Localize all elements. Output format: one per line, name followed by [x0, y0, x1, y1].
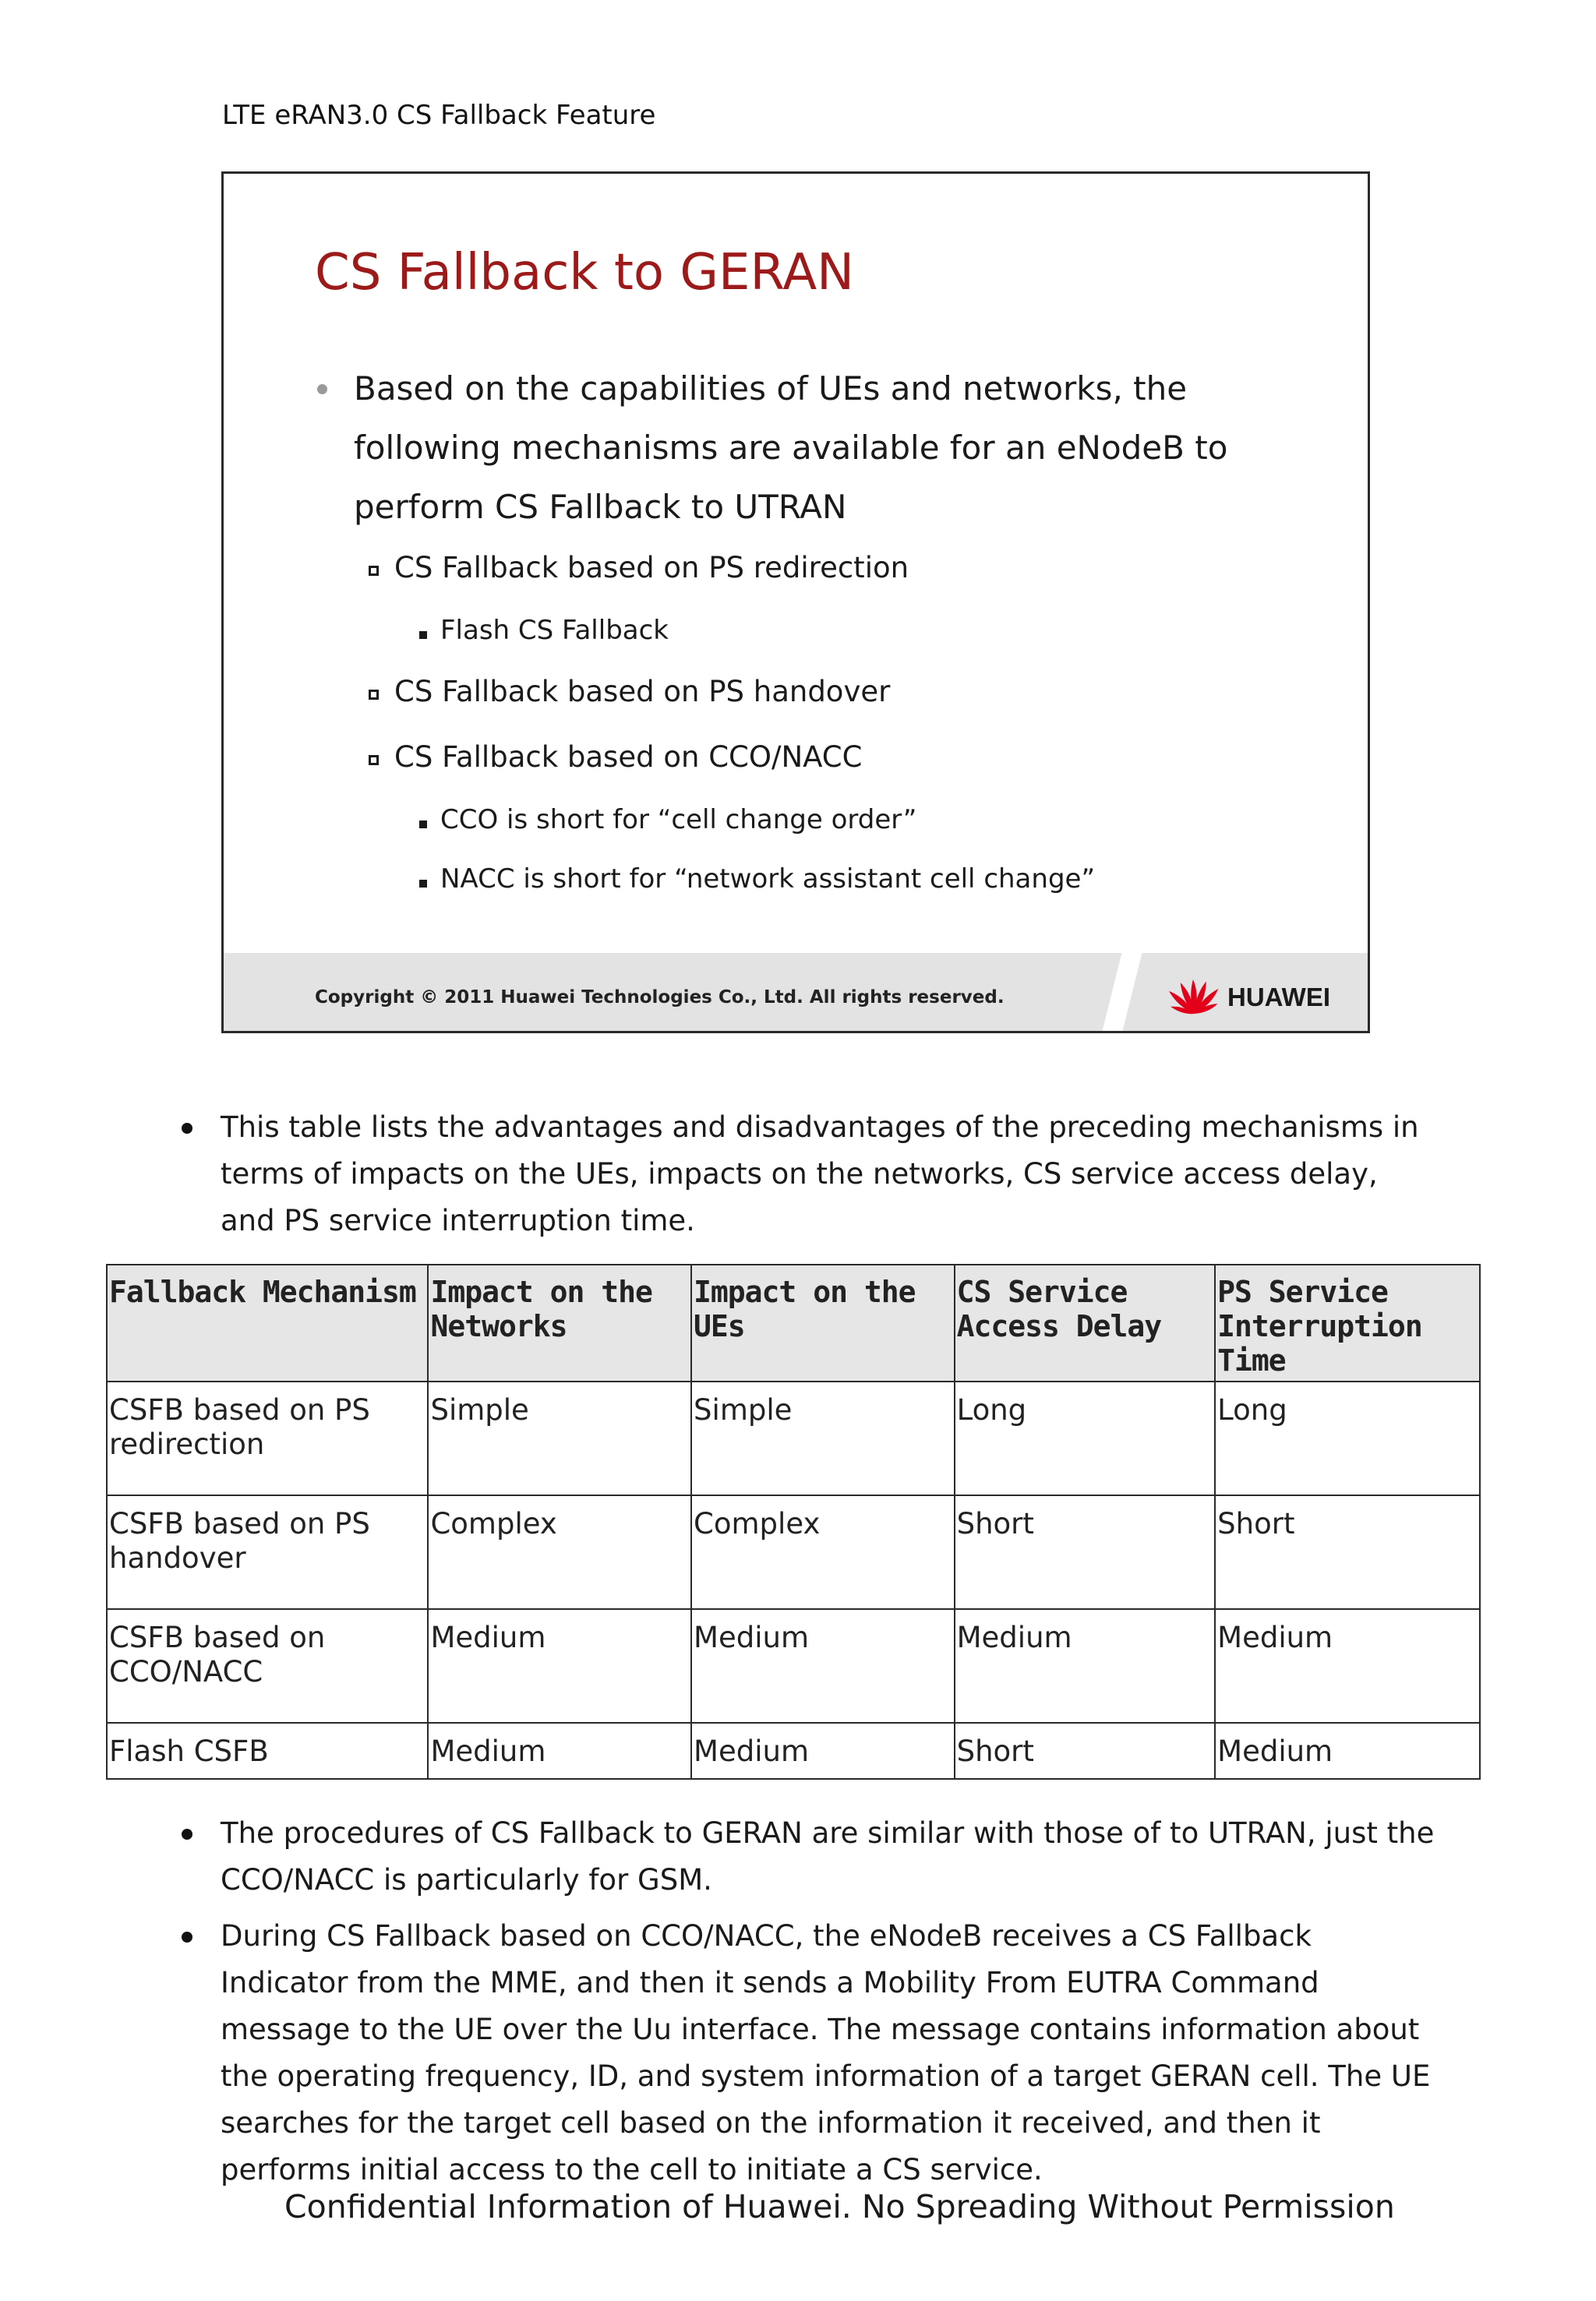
column-header: CS Service Access Delay	[955, 1265, 1216, 1382]
column-header: Fallback Mechanism	[107, 1265, 428, 1382]
column-header: Impact on the Networks	[428, 1265, 691, 1382]
comparison-table	[106, 1264, 1481, 1780]
square-bullet-icon	[419, 880, 427, 888]
page-header: LTE eRAN3.0 CS Fallback Feature	[222, 100, 656, 131]
table-cell: Medium	[1215, 1609, 1480, 1723]
table-row	[107, 1495, 1480, 1609]
bullet-dot-icon	[182, 1123, 192, 1134]
table-cell: Flash CSFB	[107, 1723, 428, 1779]
slide-bullet: Based on the capabilities of UEs and networks, the following mechanisms are available for an eNodeB to perform CS Fallback to UTRAN	[354, 369, 1228, 526]
slide-sub-item: CS Fallback based on PS redirection	[394, 551, 909, 584]
table-row	[107, 1382, 1480, 1495]
column-header: PS Service Interruption Time	[1215, 1265, 1480, 1382]
table-cell: Medium	[691, 1609, 955, 1723]
table-cell: Short	[955, 1723, 1216, 1779]
square-bullet-icon	[369, 566, 379, 576]
slide-sub-item: CS Fallback based on PS handover	[394, 675, 891, 708]
slide-title: CS Fallback to GERAN	[315, 244, 854, 302]
table-cell: Short	[955, 1495, 1216, 1609]
footer-divider	[1103, 953, 1142, 1031]
confidential-footer: Confidential Information of Huawei. No Spreading Without Permission	[284, 2188, 1395, 2225]
column-header: Impact on the UEs	[691, 1265, 955, 1382]
square-bullet-icon	[419, 821, 427, 828]
table-cell: CSFB based on CCO/NACC	[107, 1609, 428, 1723]
slide-image	[221, 171, 1370, 1033]
table-header-row	[107, 1265, 1480, 1382]
intro-paragraph: This table lists the advantages and disadvantages of the preceding mechanisms in terms of impacts on the UEs, impacts on the networks, CS service access delay, and PS service interruption time.	[221, 1110, 1419, 1237]
slide-subsub-item: NACC is short for “network assistant cell change”	[440, 863, 1096, 895]
table-cell: Complex	[691, 1495, 955, 1609]
table-cell: Medium	[691, 1723, 955, 1779]
square-bullet-icon	[419, 631, 427, 639]
bullet-dot-icon	[317, 384, 327, 394]
table-cell: CSFB based on PS redirection	[107, 1382, 428, 1495]
table-cell: Medium	[428, 1723, 691, 1779]
table-cell: CSFB based on PS handover	[107, 1495, 428, 1609]
table-row	[107, 1609, 1480, 1723]
huawei-logo-text: HUAWEI	[1227, 983, 1330, 1011]
table-cell: Short	[1215, 1495, 1480, 1609]
table-cell: Long	[955, 1382, 1216, 1495]
table-cell: Complex	[428, 1495, 691, 1609]
square-bullet-icon	[369, 690, 379, 700]
huawei-logo	[1167, 973, 1354, 1020]
table-row	[107, 1723, 1480, 1779]
copyright-text: Copyright © 2011 Huawei Technologies Co., Ltd. All rights reserved.	[315, 987, 1005, 1008]
body-paragraph: During CS Fallback based on CCO/NACC, the eNodeB receives a CS Fallback Indicator from the MME, and then it sends a Mobility From EUTRA Command message to the UE over the Uu interface. The message contains information about the operating frequency, ID, and system information of a target GERAN cell. The UE searches for the target cell based on the information it received, and then it performs initial access to the cell to initiate a CS service.	[221, 1919, 1431, 2186]
table-cell: Medium	[1215, 1723, 1480, 1779]
table-cell: Long	[1215, 1382, 1480, 1495]
bullet-dot-icon	[182, 1932, 192, 1943]
bullet-dot-icon	[182, 1829, 192, 1840]
table-cell: Medium	[428, 1609, 691, 1723]
slide-footer	[224, 953, 1368, 1031]
body-paragraph: The procedures of CS Fallback to GERAN are similar with those of to UTRAN, just the CCO/NACC is particularly for GSM.	[221, 1816, 1435, 1897]
huawei-petals-icon	[1167, 973, 1223, 1020]
table-cell: Medium	[955, 1609, 1216, 1723]
table-cell: Simple	[691, 1382, 955, 1495]
slide-subsub-item: CCO is short for “cell change order”	[440, 804, 917, 835]
slide-subsub-item: Flash CS Fallback	[440, 615, 669, 646]
square-bullet-icon	[369, 755, 379, 765]
table-cell: Simple	[428, 1382, 691, 1495]
slide-sub-item: CS Fallback based on CCO/NACC	[394, 740, 863, 774]
